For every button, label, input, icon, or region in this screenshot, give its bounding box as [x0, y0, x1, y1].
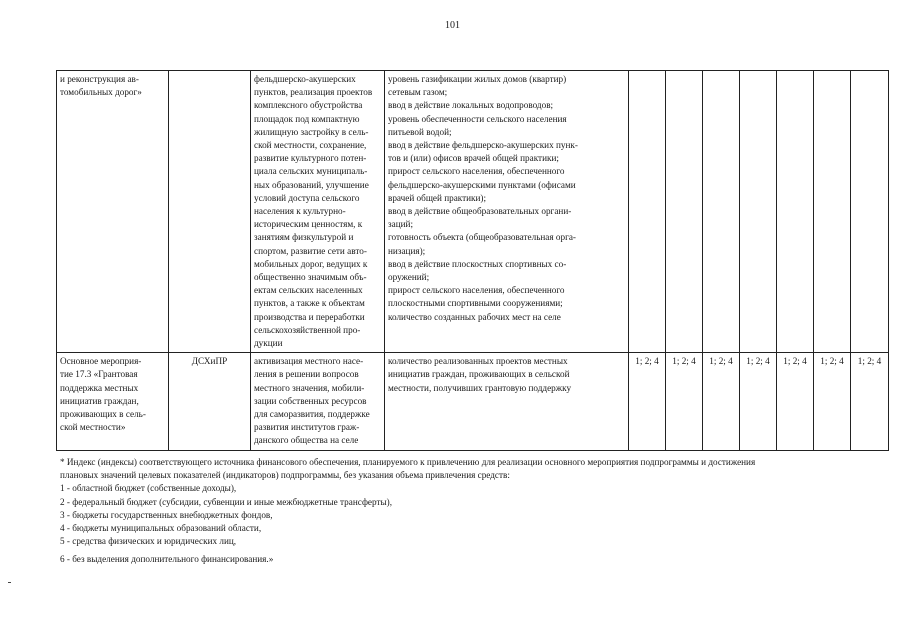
cell-text-line: производства и переработки [254, 311, 365, 322]
cell-text-line: условий доступа сельского [254, 192, 360, 203]
cell-text-line: и реконструкция ав- [60, 74, 139, 84]
cell-text-line: историческим ценностям, к [254, 219, 363, 230]
cell-text-line: инициатив граждан, проживающих в сельской [388, 369, 570, 380]
footnote-line: 5 - средства физических и юридических лиц, [60, 536, 237, 547]
cell-text-line: циала сельских муниципаль- [254, 166, 368, 177]
funding-index-cell: 1; 2; 4 [740, 353, 777, 451]
funding-index-cell [814, 71, 851, 353]
cell-text-line: низация); [388, 245, 426, 256]
cell-text-line: сельскохозяйственной про- [254, 324, 361, 335]
cell-text-line: для саморазвития, поддержке [254, 409, 370, 420]
funding-index-cell [777, 71, 814, 353]
footnote-line: плановых значений целевых показателей (индикаторов) подпрограммы, без указания объема привлечения средств: [60, 470, 510, 481]
cell-text-line: ввод в действие общеобразовательных органи- [388, 206, 572, 217]
cell-text-line: Основное мероприя- [60, 356, 142, 367]
cell-text-line: фельдшерско-акушерскими пунктами (офисами [388, 179, 576, 190]
cell-text-line: дукции [254, 338, 283, 349]
funding-index-cell: 1; 2; 4 [703, 353, 740, 451]
funding-index-cell [666, 71, 703, 353]
activity-content-cell [251, 71, 385, 353]
footnote-last-line: 6 - без выделения дополнительного финансирования.» [60, 554, 274, 565]
cell-text-line: зации собственных ресурсов [254, 395, 367, 406]
cell-text-line: пунктов, а также к объектам [254, 298, 365, 309]
table-row [57, 71, 889, 353]
cell-text-line: тов и (или) офисов врачей общей практики; [388, 153, 559, 164]
cell-text-line: количество созданных рабочих мест на селе [388, 311, 561, 322]
cell-text-line: мобильных дорог, ведущих к [254, 258, 368, 269]
activity-content-cell [251, 353, 385, 451]
cell-text-line: ввод в действие локальных водопроводов; [388, 100, 554, 111]
cell-text-line: развитие культурного потен- [254, 153, 367, 164]
cell-text-line: тие 17.3 «Грантовая [60, 369, 138, 380]
footnote [60, 456, 888, 567]
funding-index-cell [740, 71, 777, 353]
funding-index-cell [851, 71, 889, 353]
cell-text-line: прирост сельского населения, обеспеченного [388, 285, 565, 296]
cell-text-line: ской местности» [60, 422, 126, 433]
footnote-line: 3 - бюджеты государственных внебюджетных фондов, [60, 509, 273, 520]
cell-text-line: уровень обеспеченности сельского населения [388, 113, 567, 124]
program-activities-table [56, 70, 889, 451]
cell-text-line: прирост сельского населения, обеспеченного [388, 166, 565, 177]
cell-text-line: врачей общей практики); [388, 192, 487, 203]
cell-text-line: ектам сельских населенных [254, 285, 363, 296]
cell-text-line: общественно значимым объ- [254, 272, 367, 283]
funding-index-cell: 1; 2; 4 [851, 353, 889, 451]
cell-text-line: местного значения, мобили- [254, 382, 365, 393]
indicators-cell [385, 71, 629, 353]
footnote-line: 4 - бюджеты муниципальных образований области, [60, 523, 262, 534]
cell-text-line: населения к культурно- [254, 206, 346, 217]
cell-text-line: комплексного обустройства [254, 100, 363, 111]
cell-text-line: уровень газификации жилых домов (квартир) [388, 74, 567, 84]
funding-index-cell: 1; 2; 4 [777, 353, 814, 451]
cell-text-line: ской местности, сохранение, [254, 140, 367, 151]
cell-text-line: ления в решении вопросов [254, 369, 359, 380]
funding-index-cell: 1; 2; 4 [814, 353, 851, 451]
cell-text-line: пунктов, реализация проектов [254, 87, 373, 98]
cell-text-line: питьевой водой; [388, 126, 452, 137]
cell-text-line: ных образований, улучшение [254, 179, 369, 190]
indicators-cell [385, 353, 629, 451]
cell-text-line: проживающих в сель- [60, 409, 146, 420]
cell-text-line: сетевым газом; [388, 87, 448, 98]
cell-text-line: оружений; [388, 272, 430, 283]
page-number: 101 [445, 20, 460, 31]
executor-cell: ДСХиПР [169, 353, 251, 451]
executor-cell [169, 71, 251, 353]
cell-text-line: заций; [388, 219, 414, 230]
cell-text-line: фельдшерско-акушерских [254, 74, 356, 84]
cell-text-line: томобильных дорог» [60, 87, 142, 98]
table-row [57, 353, 889, 451]
funding-index-cell: 1; 2; 4 [666, 353, 703, 451]
cell-text-line: площадок под компактную [254, 113, 360, 124]
footnote-lines [60, 456, 888, 548]
funding-index-cell: 1; 2; 4 [629, 353, 666, 451]
cell-text-line: активизация местного насе- [254, 356, 364, 367]
cell-text-line: спортом, развитие сети авто- [254, 245, 367, 256]
cell-text-line: инициатив граждан, [60, 395, 139, 406]
funding-index-cell [703, 71, 740, 353]
cell-text-line: ввод в действие фельдшерско-акушерских пунк- [388, 140, 578, 151]
cell-text-line: жилищную застройку в сель- [254, 126, 369, 137]
cell-text-line: данского общества на селе [254, 435, 359, 446]
footnote-line: 2 - федеральный бюджет (субсидии, субвенции и иные межбюджетные трансферты), [60, 496, 392, 507]
footnote-line: * Индекс (индексы) соответствующего источника финансового обеспечения, планируемого к привлечению для реализации основного мероприятия подпрограммы и достижения [60, 457, 756, 467]
funding-index-cell [629, 71, 666, 353]
footnote-line: 1 - областной бюджет (собственные доходы), [60, 483, 237, 494]
cell-text-line: развития институтов граж- [254, 422, 360, 433]
cell-text-line: количество реализованных проектов местных [388, 356, 568, 367]
activity-name-cell [57, 353, 169, 451]
activity-name-cell [57, 71, 169, 353]
cell-text-line: занятиям физкультурой и [254, 232, 354, 243]
cell-text-line: плоскостными спортивными сооружениями; [388, 298, 563, 309]
cell-text-line: ввод в действие плоскостных спортивных со- [388, 258, 567, 269]
cell-text-line: готовность объекта (общеобразовательная орга- [388, 232, 576, 243]
cell-text-line: поддержка местных [60, 382, 139, 393]
cell-text-line: местности, получивших грантовую поддержку [388, 382, 572, 393]
scan-edge-mark [8, 582, 11, 583]
